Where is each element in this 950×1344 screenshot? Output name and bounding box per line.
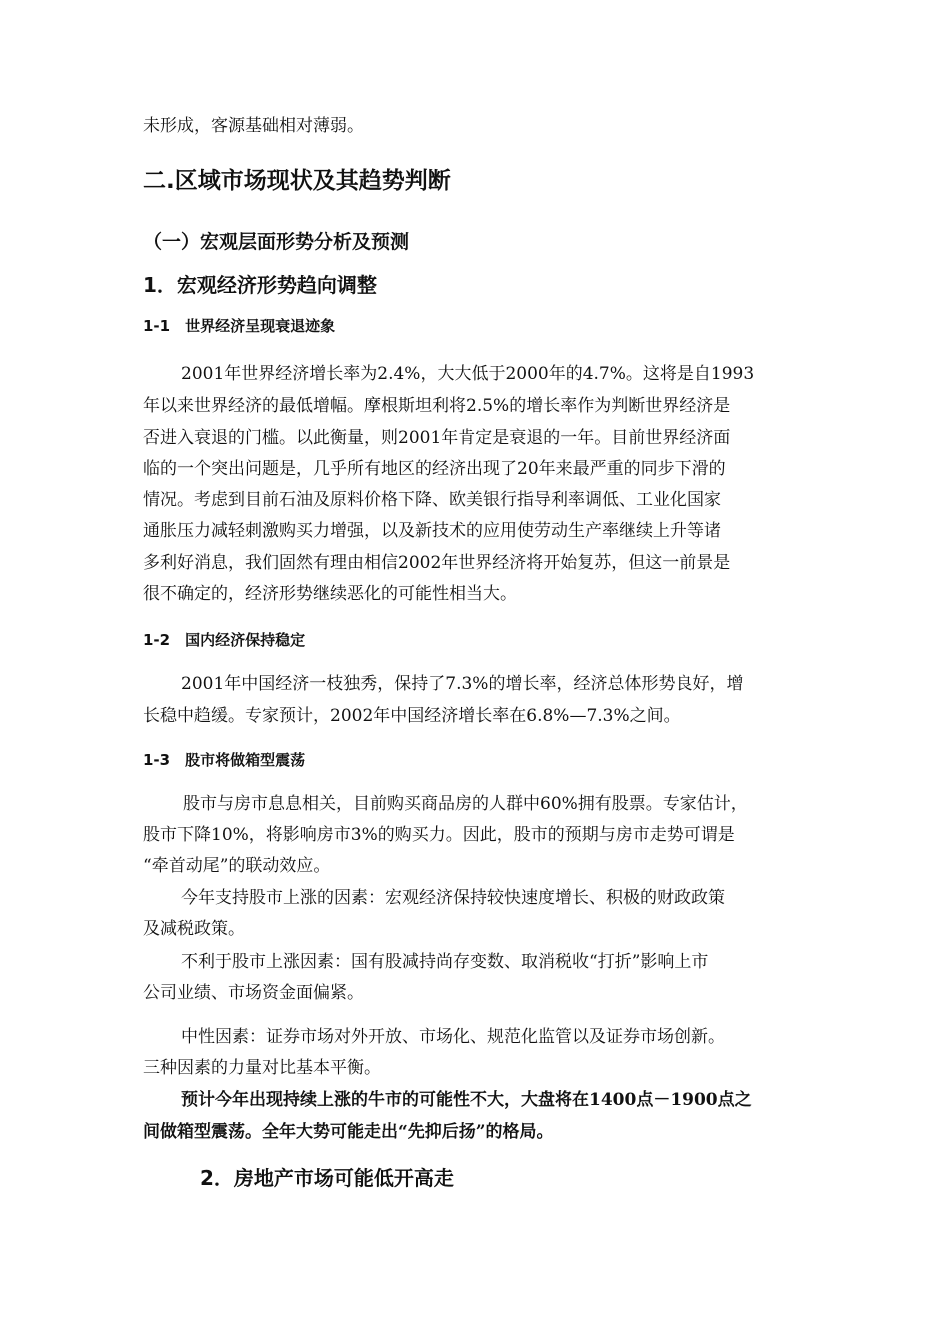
para11-line: 年以来世界经济的最低增幅。摩根斯坦利将2.5%的增长率作为判断世界经济是 (143, 396, 731, 416)
para13d-line: 中性因素：证券市场对外开放、市场化、规范化监管以及证券市场创新。 (181, 1027, 725, 1047)
item2-title: 2．房地产市场可能低开高走 (200, 1166, 454, 1190)
para12-line: 2001年中国经济一枝独秀，保持了7.3%的增长率，经济总体形势良好，增 (181, 674, 744, 694)
intro-line: 未形成，客源基础相对薄弱。 (143, 116, 364, 136)
section-title: 二.区域市场现状及其趋势判断 (143, 168, 451, 194)
sub11-title: 1-1 世界经济呈现衰退迹象 (143, 317, 336, 335)
para13b-line: 及减税政策。 (143, 919, 245, 939)
para13c-line: 公司业绩、市场资金面偏紧。 (143, 983, 364, 1003)
item1-title: 1．宏观经济形势趋向调整 (143, 273, 377, 297)
para11-line: 多利好消息，我们固然有理由相信2002年世界经济将开始复苏，但这一前景是 (143, 553, 731, 573)
para11-line: 临的一个突出问题是，几乎所有地区的经济出现了20年来最严重的同步下滑的 (143, 459, 726, 479)
para13b-line: 今年支持股市上涨的因素：宏观经济保持较快速度增长、积极的财政政策 (181, 888, 725, 908)
para13c-line: 不利于股市上涨因素：国有股减持尚存变数、取消税收“打折”影响上市 (181, 952, 709, 972)
para13a-line: “牵首动尾”的联动效应。 (143, 856, 331, 876)
sub13-title: 1-3 股市将做箱型震荡 (143, 751, 306, 769)
para13a-line: 股市下降10%，将影响房市3%的购买力。因此，股市的预期与房市走势可谓是 (143, 825, 735, 845)
para13e-line: 间做箱型震荡。全年大势可能走出“先抑后扬”的格局。 (143, 1122, 554, 1142)
para11-line: 情况。考虑到目前石油及原料价格下降、欧美银行指导利率调低、工业化国家 (143, 490, 721, 510)
para12-line: 长稳中趋缓。专家预计，2002年中国经济增长率在6.8%—7.3%之间。 (143, 706, 681, 726)
para11-line: 通胀压力减轻刺激购买力增强，以及新技术的应用使劳动生产率继续上升等诸 (143, 521, 721, 541)
para11-line: 很不确定的，经济形势继续恶化的可能性相当大。 (143, 584, 517, 604)
para13a-line: 股市与房市息息相关，目前购买商品房的人群中60%拥有股票。专家估计， (183, 794, 748, 814)
subsection-title: （一）宏观层面形势分析及预测 (143, 231, 410, 253)
para11-line: 2001年世界经济增长率为2.4%，大大低于2000年的4.7%。这将是自1993 (181, 364, 755, 384)
para13e-line: 预计今年出现持续上涨的牛市的可能性不大，大盘将在1400点－1900点之 (181, 1090, 752, 1110)
para11-line: 否进入衰退的门槛。以此衡量，则2001年肯定是衰退的一年。目前世界经济面 (143, 428, 731, 448)
sub12-title: 1-2 国内经济保持稳定 (143, 631, 306, 649)
para13d-line: 三种因素的力量对比基本平衡。 (143, 1058, 381, 1078)
